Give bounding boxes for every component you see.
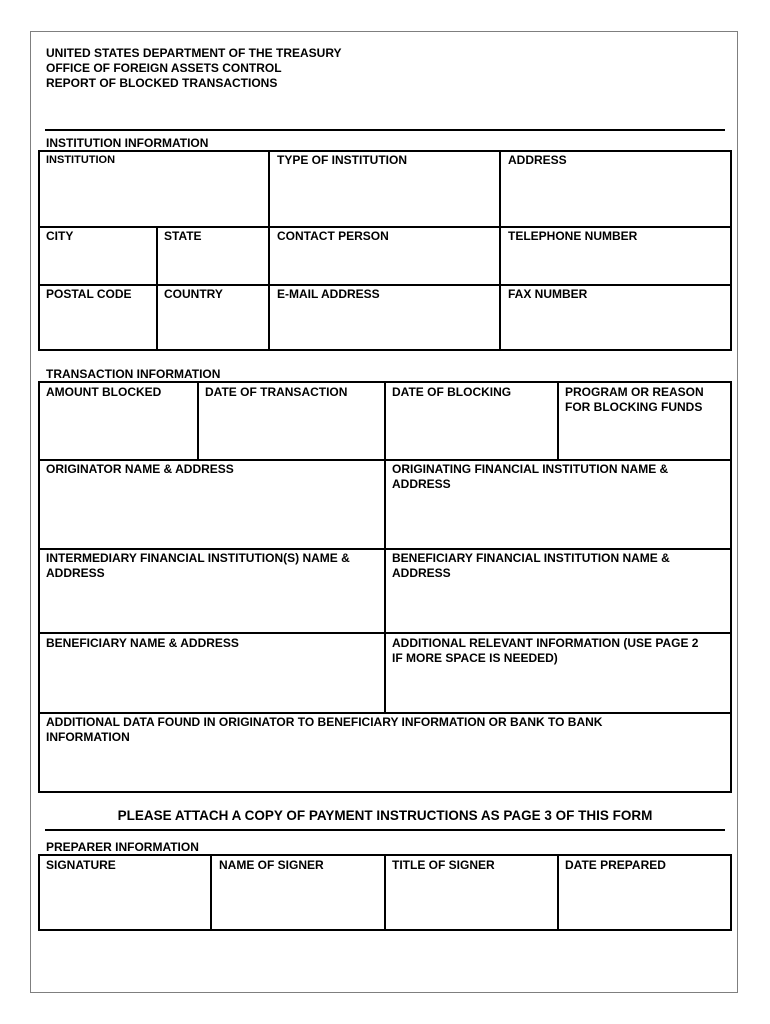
preparer-col-divider-a	[210, 854, 212, 931]
preparer-section-rule	[45, 829, 725, 831]
originating-fi-label-line1: ORIGINATING FINANCIAL INSTITUTION NAME &	[392, 462, 669, 476]
originator-name-address-field[interactable]: ORIGINATOR NAME & ADDRESS	[46, 462, 234, 476]
signature-field[interactable]: SIGNATURE	[46, 858, 116, 872]
city-field[interactable]: CITY	[46, 229, 74, 243]
institution-grid	[38, 150, 732, 351]
type-of-institution-field[interactable]: TYPE OF INSTITUTION	[277, 153, 408, 167]
beneficiary-fi-label-line2: ADDRESS	[392, 566, 451, 580]
originating-fi-field[interactable]	[392, 462, 668, 492]
preparer-section-title: PREPARER INFORMATION	[46, 840, 199, 854]
beneficiary-name-address-field[interactable]: BENEFICIARY NAME & ADDRESS	[46, 636, 239, 650]
header-agency: UNITED STATES DEPARTMENT OF THE TREASURY	[46, 46, 342, 60]
name-of-signer-field[interactable]: NAME OF SIGNER	[219, 858, 324, 872]
state-field[interactable]: STATE	[164, 229, 202, 243]
preparer-col-divider-b	[384, 854, 386, 931]
address-field[interactable]: ADDRESS	[508, 153, 567, 167]
beneficiary-fi-label-line1: BENEFICIARY FINANCIAL INSTITUTION NAME &	[392, 551, 670, 565]
contact-person-field[interactable]: CONTACT PERSON	[277, 229, 389, 243]
telephone-number-field[interactable]: TELEPHONE NUMBER	[508, 229, 638, 243]
date-prepared-field[interactable]: DATE PREPARED	[565, 858, 666, 872]
beneficiary-fi-field[interactable]	[392, 551, 670, 581]
institution-col-divider-b	[499, 150, 501, 351]
postal-code-field[interactable]: POSTAL CODE	[46, 287, 132, 301]
date-of-transaction-field[interactable]: DATE OF TRANSACTION	[205, 385, 348, 399]
country-field[interactable]: COUNTRY	[164, 287, 223, 301]
title-of-signer-field[interactable]: TITLE OF SIGNER	[392, 858, 495, 872]
header-report-title: REPORT OF BLOCKED TRANSACTIONS	[46, 76, 278, 90]
transaction-col-divider-a	[197, 381, 199, 461]
intermediary-fi-label-line2: ADDRESS	[46, 566, 105, 580]
additional-data-label-line2: INFORMATION	[46, 730, 130, 744]
institution-field[interactable]: INSTITUTION	[46, 154, 116, 166]
program-or-reason-label-line1: PROGRAM OR REASON	[565, 385, 704, 399]
institution-row-divider-2	[38, 284, 732, 286]
header-office: OFFICE OF FOREIGN ASSETS CONTROL	[46, 61, 282, 75]
additional-relevant-label-line2: IF MORE SPACE IS NEEDED)	[392, 651, 558, 665]
institution-section-title: INSTITUTION INFORMATION	[46, 136, 209, 150]
date-of-blocking-field[interactable]: DATE OF BLOCKING	[392, 385, 512, 399]
email-address-field[interactable]: E-MAIL ADDRESS	[277, 287, 380, 301]
originating-fi-label-line2: ADDRESS	[392, 477, 451, 491]
transaction-col-divider-b	[384, 381, 386, 714]
program-or-reason-label-line2: FOR BLOCKING FUNDS	[565, 400, 703, 414]
institution-col-divider-c	[156, 226, 158, 351]
transaction-section-title: TRANSACTION INFORMATION	[46, 367, 221, 381]
preparer-col-divider-c	[557, 854, 559, 931]
fax-number-field[interactable]: FAX NUMBER	[508, 287, 588, 301]
additional-relevant-info-field[interactable]	[392, 636, 698, 666]
institution-section-rule	[45, 129, 725, 131]
transaction-col-divider-c	[557, 381, 559, 461]
program-or-reason-field[interactable]	[565, 385, 704, 415]
amount-blocked-field[interactable]: AMOUNT BLOCKED	[46, 385, 162, 399]
attach-payment-instructions-notice: PLEASE ATTACH A COPY OF PAYMENT INSTRUCTIONS AS PAGE 3 OF THIS FORM	[117, 808, 653, 823]
additional-relevant-label-line1: ADDITIONAL RELEVANT INFORMATION (USE PAGE 2	[392, 636, 699, 650]
intermediary-fi-field[interactable]	[46, 551, 350, 581]
institution-row-divider-1	[38, 226, 732, 228]
intermediary-fi-label-line1: INTERMEDIARY FINANCIAL INSTITUTION(S) NAME &	[46, 551, 350, 565]
institution-col-divider-a	[268, 150, 270, 351]
additional-data-field[interactable]	[46, 715, 602, 745]
additional-data-label-line1: ADDITIONAL DATA FOUND IN ORIGINATOR TO BENEFICIARY INFORMATION OR BANK TO BANK	[46, 715, 603, 729]
